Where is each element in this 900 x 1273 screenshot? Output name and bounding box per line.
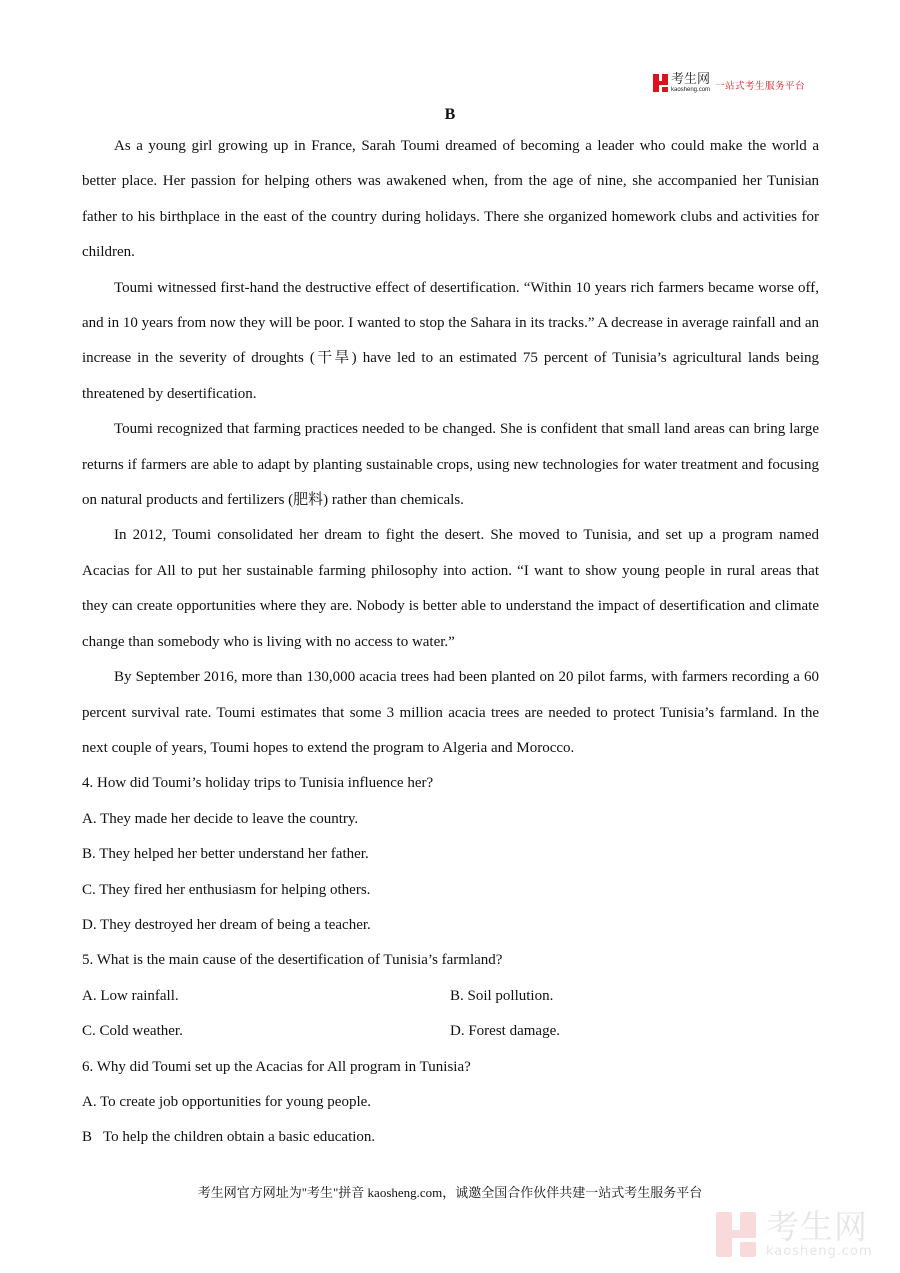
watermark-en: kaosheng.com (766, 1244, 873, 1259)
section-title: B (444, 106, 456, 123)
passage-paragraph: As a young girl growing up in France, Sarah Toumi dreamed of becoming a leader who could make the world a better place. Her passion for helping others was awakened when, from the age of nine, she accompanied her Tunisian father to his birthplace in the east of the country during holidays. There she organized homework clubs and activities for children. (82, 138, 819, 261)
option-a: A. They made her decide to leave the country. (82, 810, 359, 827)
logo-slogan: 一站式考生服务平台 (715, 81, 806, 92)
question-stem: 6. Why did Toumi set up the Acacias for All program in Tunisia? (82, 1058, 471, 1075)
option-b: B To help the children obtain a basic education. (82, 1129, 376, 1146)
header-logo (653, 72, 805, 94)
question-6 (82, 1050, 819, 1156)
watermark-cn: 考生网 (766, 1207, 868, 1246)
passage-paragraph: In 2012, Toumi consolidated her dream to fight the desert. She moved to Tunisia, and set up a program named Acacias for All to put her sustainable farming philosophy into action. “I want to show young people in rural areas that they can create opportunities where they are. Nobody is better able to understand the impact of desertification and climate change than somebody who is living with no access to water.” (82, 527, 819, 650)
option-c: C. Cold weather. (82, 1023, 183, 1040)
passage-paragraph: Toumi witnessed first-hand the destructive effect of desertification. “Within 10 years rich farmers became worse off, and in 10 years from now they will be poor. I wanted to stop the Sahara in its tracks.” A decrease in average rainfall and an increase in the severity of droughts (干旱) have led to an estimated 75 percent of Tunisia’s agricultural lands being threatened by desertification. (82, 279, 819, 402)
question-5 (82, 943, 819, 1049)
document-body (82, 129, 819, 1156)
question-4 (82, 766, 819, 943)
watermark-logo-icon (716, 1212, 756, 1257)
watermark (716, 1207, 873, 1259)
question-stem: 5. What is the main cause of the desertification of Tunisia’s farmland? (82, 952, 503, 969)
kaosheng-logo-icon (653, 74, 668, 92)
question-stem: 4. How did Toumi’s holiday trips to Tunisia influence her? (82, 775, 434, 792)
option-b: B. Soil pollution. (450, 987, 554, 1004)
logo-cn: 考生网 (671, 72, 711, 87)
footer-text: 考生网官方网址为"考生"拼音 kaosheng.com，诚邀全国合作伙伴共建一站式考生服务平台 (197, 1185, 703, 1200)
option-c: C. They fired her enthusiasm for helping others. (82, 881, 371, 898)
option-a: A. To create job opportunities for young people. (82, 1093, 372, 1110)
passage-paragraph: By September 2016, more than 130,000 acacia trees had been planted on 20 pilot farms, with farmers recording a 60 percent survival rate. Toumi estimates that some 3 million acacia trees are needed to protect Tunisia’s farmland. In the next couple of years, Toumi hopes to extend the program to Algeria and Morocco. (82, 669, 819, 756)
passage-paragraph: Toumi recognized that farming practices needed to be changed. She is confident that small land areas can bring large returns if farmers are able to adapt by planting sustainable crops, using new technologies for water treatment and focusing on natural products and fertilizers (肥料) rather than chemicals. (82, 421, 819, 509)
option-d: D. They destroyed her dream of being a teacher. (82, 916, 371, 933)
logo-en: kaosheng.com (671, 87, 711, 93)
option-b: B. They helped her better understand her father. (82, 846, 369, 863)
option-a: A. Low rainfall. (82, 987, 179, 1004)
option-d: D. Forest damage. (450, 1023, 560, 1040)
